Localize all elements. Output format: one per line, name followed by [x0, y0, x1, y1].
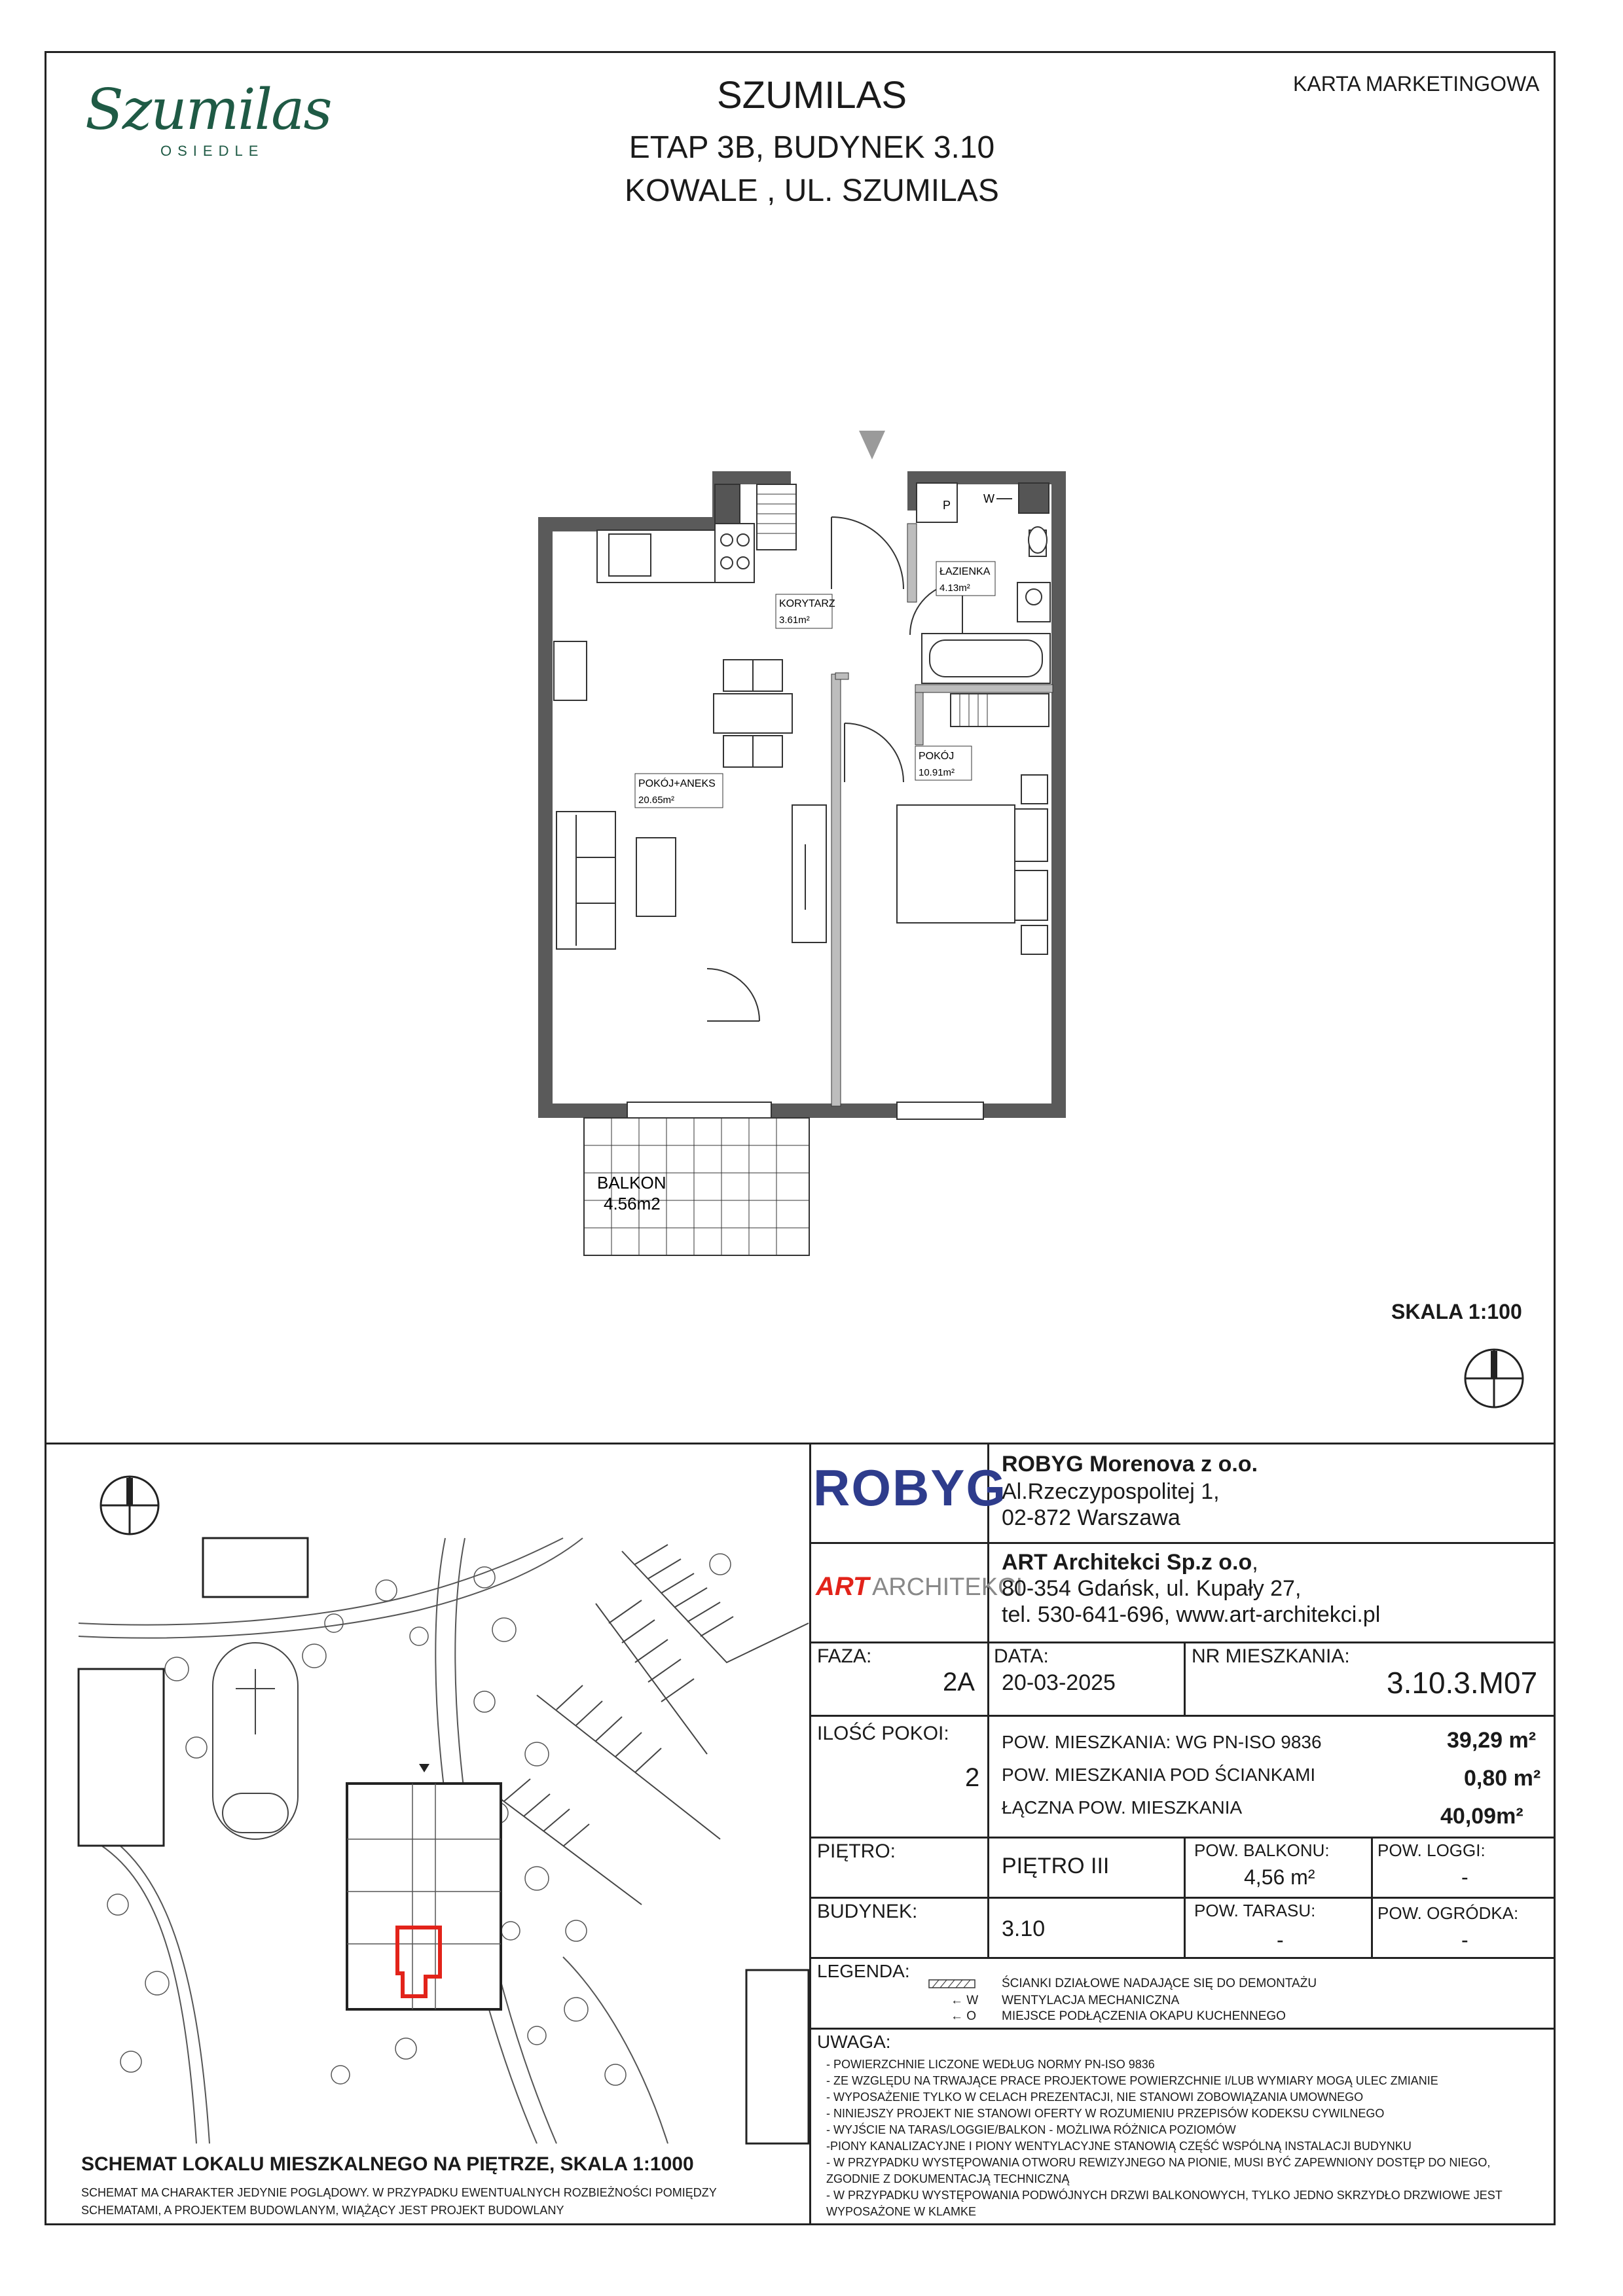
note-item: ZGODNIE Z DOKUMENTACJĄ TECHNICZNĄ [826, 2172, 1070, 2185]
brand-logo [85, 77, 331, 175]
note-item: - WYJŚCIE NA TARAS/LOGGIE/BALKON - MOŻLIWA RÓŻNICA POZIOMÓW [826, 2123, 1236, 2136]
room-name-pokoj-aneks: POKÓJ+ANEKS [638, 778, 716, 789]
architect-logo [816, 1572, 1023, 1602]
sofa [556, 805, 826, 949]
architect-name-line [1002, 1550, 1258, 1575]
architect-name: ART Architekci Sp.z o.o [1002, 1550, 1252, 1575]
row-line [809, 1897, 1556, 1899]
ogrodek-value: - [1461, 1928, 1468, 1952]
investor-name: ROBYG Morenova z o.o. [1002, 1452, 1258, 1477]
room-name-pokoj: POKÓJ [919, 751, 955, 762]
row-line [809, 1542, 1556, 1544]
architect-logo-text: ARCHITEKCI [871, 1573, 1023, 1601]
investor-address-2: 02-872 Warszawa [1002, 1505, 1180, 1530]
taras-value: - [1277, 1928, 1284, 1952]
note-item: WYPOSAŻONE W KLAMKE [826, 2205, 977, 2218]
ogrodek-label: POW. OGRÓDKA: [1377, 1903, 1519, 1923]
data-value: 20-03-2025 [1002, 1670, 1116, 1695]
balkon-label: POW. BALKONU: [1194, 1840, 1330, 1860]
row-line [809, 1957, 1556, 1959]
entrance-arrow-icon [859, 431, 885, 459]
note-item: - NINIEJSZY PROJEKT NIE STANOWI OFERTY W ROZUMIENIU PRZEPISÓW KODEKSU CYWILNEGO [826, 2107, 1385, 2120]
nr-value: 3.10.3.M07 [1387, 1666, 1538, 1700]
nr-label: NR MIESZKANIA: [1192, 1645, 1350, 1667]
demolition-wall-symbol [928, 1979, 976, 1988]
budynek-label: BUDYNEK: [817, 1901, 918, 1922]
legend-symbol-o-letter: O [966, 2009, 977, 2023]
balcony-name: BALKON [597, 1173, 666, 1193]
area-label-3: ŁĄCZNA POW. MIESZKANIA [1002, 1797, 1243, 1818]
note-item: - POWIERZCHNIE LICZONE WEDŁUG NORMY PN-ISO 9836 [826, 2058, 1155, 2071]
brand-logo-script: Szumilas [85, 77, 331, 143]
architect-address: 80-354 Gdańsk, ul. Kupały 27, [1002, 1576, 1302, 1601]
col-line [987, 1641, 989, 1957]
legend-symbol-w-letter: W [966, 1994, 979, 2007]
architect-name-suffix: , [1252, 1550, 1258, 1575]
row-line [809, 1715, 1556, 1717]
pietro-label: PIĘTRO: [817, 1840, 896, 1862]
scale-label: SKALA 1:100 [1391, 1300, 1522, 1323]
investor-logo: ROBYG [813, 1459, 1008, 1516]
col-line [1371, 1837, 1373, 1957]
room-area-pokoj: 10.91m² [919, 767, 955, 778]
note-item: - WYPOSAŻENIE TYLKO W CELACH PREZENTACJI, NIE STANOWI ZOBOWIĄZANIA UMOWNEGO [826, 2090, 1364, 2104]
col-line [1184, 1837, 1186, 1957]
row-line [809, 1837, 1556, 1839]
room-name-korytarz: KORYTARZ [779, 598, 835, 609]
row-line [809, 2028, 1556, 2030]
note-item: - W PRZYPADKU WYSTĘPOWANIA OTWORU REWIZYJNEGO NA PIONIE, MUSI BYĆ ZAPEWNIONY DOSTĘP DO NIEGO, [826, 2156, 1491, 2169]
north-arrow-icon [1461, 1346, 1527, 1411]
site-map [79, 1538, 809, 2144]
area-label-2: POW. MIESZKANIA POD ŚCIANKAMI [1002, 1765, 1316, 1785]
pokoje-value: 2 [965, 1763, 980, 1792]
site-caption: SCHEMAT LOKALU MIESZKALNEGO NA PIĘTRZE, SKALA 1:1000 [81, 2153, 694, 2175]
panel-divider [45, 1443, 1556, 1444]
pokoje-label: ILOŚĆ POKOI: [817, 1723, 949, 1744]
notes-list [826, 2056, 1546, 2220]
site-disclaimer-2: SCHEMATAMI, A PROJEKTEM BUDOWLANYM, WIĄŻĄCY JEST PROJEKT BUDOWLANY [81, 2204, 564, 2217]
card-type: KARTA MARKETINGOWA [1293, 72, 1540, 96]
legend-text-2: WENTYLACJA MECHANICZNA [1002, 1994, 1180, 2007]
taras-label: POW. TARASU: [1194, 1901, 1316, 1920]
balkon-value: 4,56 m² [1244, 1865, 1315, 1889]
row-line [809, 1641, 1556, 1643]
p-label: P [943, 499, 951, 512]
area-value-2: 0,80 m² [1464, 1766, 1541, 1791]
faza-value: 2A [943, 1668, 975, 1696]
room-area-pokoj-aneks: 20.65m² [638, 795, 675, 806]
legend-text-3: MIEJSCE PODŁĄCZENIA OKAPU KUCHENNEGO [1002, 2009, 1286, 2023]
note-item: - W PRZYPADKU WYSTĘPOWANIA PODWÓJNYCH DRZWI BALKONOWYCH, TYLKO JEDNO SKRZYDŁO DRZWIOWE JEST [826, 2189, 1503, 2202]
legend-symbol-w: ← W [951, 1994, 979, 2007]
page-subtitle-2: KOWALE , UL. SZUMILAS [625, 173, 999, 208]
room-area-lazienka: 4.13m² [939, 583, 970, 594]
room-name-lazienka: ŁAZIENKA [939, 566, 991, 577]
brand-logo-sub: OSIEDLE [160, 143, 264, 159]
area-value-1: 39,29 m² [1447, 1728, 1537, 1753]
page-subtitle-1: ETAP 3B, BUDYNEK 3.10 [629, 130, 995, 165]
note-item: -PIONY KANALIZACYJNE I PIONY WENTYLACYJNE STANOWIĄ CZĘŚĆ WSPÓLNĄ INSTALACJI BUDYNKU [826, 2140, 1412, 2153]
w-label: W [983, 492, 994, 505]
notes-label: UWAGA: [817, 2032, 891, 2052]
area-value-3: 40,09m² [1440, 1804, 1523, 1829]
data-label: DATA: [994, 1645, 1049, 1667]
dining-table [714, 660, 792, 767]
floor-plan [524, 419, 1113, 1213]
architect-logo-art: ART [816, 1572, 869, 1601]
faza-label: FAZA: [817, 1645, 872, 1667]
budynek-value: 3.10 [1002, 1916, 1046, 1941]
architect-contact: tel. 530-641-696, www.art-architekci.pl [1002, 1602, 1381, 1627]
balcony-area: 4.56m2 [604, 1194, 661, 1213]
pietro-value: PIĘTRO III [1002, 1854, 1110, 1878]
note-item: - ZE WZGLĘDU NA TRWAJĄCE PRACE PROJEKTOWE POWIERZCHNIE I/LUB WYMIARY MOGĄ ULEC ZMIANIE [826, 2074, 1438, 2087]
area-label-1: POW. MIESZKANIA: WG PN-ISO 9836 [1002, 1732, 1322, 1752]
legend-text-1: ŚCIANKI DZIAŁOWE NADAJĄCE SIĘ DO DEMONTAŻU [1002, 1977, 1317, 1990]
investor-address-1: Al.Rzeczypospolitej 1, [1002, 1479, 1220, 1504]
legend-symbol-o: ← O [951, 2009, 977, 2023]
room-area-korytarz: 3.61m² [779, 615, 810, 626]
bed [897, 775, 1048, 954]
site-disclaimer-1: SCHEMAT MA CHARAKTER JEDYNIE POGLĄDOWY. W PRZYPADKU EWENTUALNYCH ROZBIEŻNOŚCI POMIĘDZY [81, 2186, 717, 2199]
loggia-value: - [1461, 1865, 1468, 1889]
legend-label: LEGENDA: [817, 1961, 910, 1981]
site-north-arrow-icon [97, 1473, 162, 1538]
page-title: SZUMILAS [716, 74, 907, 117]
loggia-label: POW. LOGGI: [1377, 1840, 1486, 1860]
col-line [1184, 1641, 1186, 1715]
